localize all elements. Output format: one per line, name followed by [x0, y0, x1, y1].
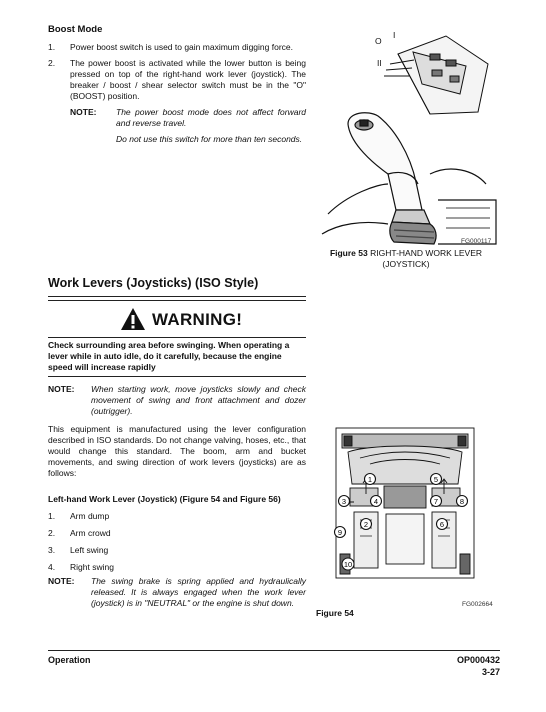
note-text: The swing brake is spring applied and hydraulically released. It is always engaged when the work lever (joystick) is in "NEUTRAL" or the engine is shut down. — [91, 576, 306, 608]
list-item — [48, 562, 248, 574]
figure-number: Figure 54 — [316, 608, 354, 618]
warning-text: Check surrounding area before swinging. When operating a lever while in auto idle, do it carefully, because the engine speed will increase rapidly — [48, 340, 290, 372]
boost-mode-heading: Boost Mode — [48, 24, 103, 35]
figure-number: Figure 53 — [329, 248, 368, 258]
callout-label: 4 — [373, 497, 379, 506]
footer-doc-number: OP000432 — [456, 655, 500, 665]
switch-label-off: O — [375, 36, 382, 46]
body-paragraph: This equipment is manufactured using the lever configuration described in ISO standards. Do not change valving, hoses, etc., that would change this standard. The boom, arm and bucket movements, and swing direction of work levers (joysticks) are as follows: — [48, 424, 306, 478]
callout-label: 10 — [343, 560, 353, 569]
switch-label-one: I — [393, 30, 396, 40]
boost-list — [48, 42, 308, 101]
callout-label: 7 — [433, 497, 439, 506]
list-item — [48, 545, 248, 557]
callout-label: 9 — [337, 528, 343, 537]
list-item — [48, 528, 248, 540]
divider — [48, 376, 306, 377]
note-label: NOTE: — [70, 107, 97, 117]
switch-label-two: II — [377, 58, 382, 68]
callout-label: 3 — [341, 497, 347, 506]
figure-54-caption — [316, 608, 354, 619]
note-label: NOTE: — [48, 384, 75, 394]
left-lever-heading: Left-hand Work Lever (Joystick) (Figure 54 and Figure 56) — [48, 494, 281, 504]
figure-id: FG002664 — [462, 601, 493, 608]
callout-label: 6 — [439, 520, 445, 529]
list-item-number: 4. — [48, 562, 56, 572]
list-item-text: Arm crowd — [70, 528, 111, 538]
list-item-text: Right swing — [70, 562, 114, 572]
footer-section-name: Operation — [48, 655, 91, 665]
section-divider — [48, 296, 306, 297]
figure-id: FG000117 — [461, 238, 492, 245]
joystick-illustration — [318, 24, 502, 250]
list-item-number: 1. — [48, 511, 56, 521]
note-label: NOTE: — [48, 576, 75, 586]
list-item-text: Arm dump — [70, 511, 110, 521]
list-item-text: Power boost switch is used to gain maximum digging force. — [70, 42, 293, 52]
note-text: The power boost mode does not affect forward and reverse travel. — [116, 107, 306, 128]
figure-caption-text: RIGHT-HAND WORK LEVER (JOYSTICK) — [370, 248, 483, 269]
left-lever-list — [48, 511, 248, 577]
cab-layout-illustration — [330, 424, 480, 600]
warning-triangle-icon — [120, 307, 146, 331]
callout-label: 5 — [433, 475, 439, 484]
callout-label: 8 — [459, 497, 465, 506]
page-number: 3-27 — [481, 667, 500, 677]
footer-divider — [48, 650, 500, 651]
list-item-number: 2. — [48, 528, 56, 538]
note-text: When starting work, move joysticks slowly and check movement of swing and front attachment and dozer (outrigger). — [91, 384, 306, 416]
section-title: Work Levers (Joysticks) (ISO Style) — [48, 276, 259, 290]
list-item-text: Left swing — [70, 545, 109, 555]
list-item-number: 1. — [48, 42, 56, 52]
list-item — [48, 511, 248, 523]
list-item-number: 2. — [48, 58, 56, 68]
warning-title: WARNING! — [152, 310, 243, 329]
note-text: Do not use this switch for more than ten seconds. — [116, 134, 303, 144]
callout-label: 2 — [363, 520, 369, 529]
warning-banner — [48, 300, 306, 338]
callout-label: 1 — [367, 475, 373, 484]
list-item-text: The power boost is activated while the lower button is being pressed on top of the right-hand work lever (joystick). The breaker / boost / shear selector switch must be in the "O" (BOOST) position. — [70, 58, 306, 101]
figure-53-caption — [316, 248, 496, 270]
list-item-number: 3. — [48, 545, 56, 555]
